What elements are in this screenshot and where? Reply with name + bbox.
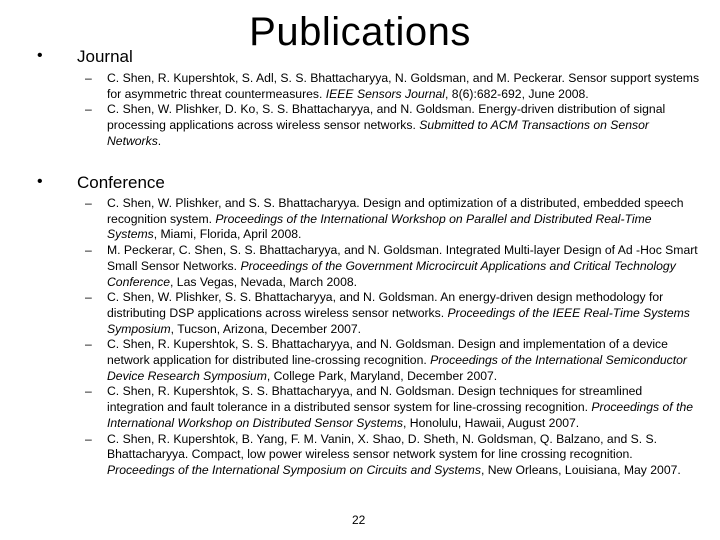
publication-venue: Proceedings of the Government Microcircuit Applications and Critical Technology Conference <box>107 258 676 289</box>
publication-details: , Miami, Florida, April 2008. <box>153 227 302 242</box>
dash-marker-icon: – <box>85 102 92 117</box>
publication-item <box>0 290 720 337</box>
publication-authors-title: C. Shen, W. Plishker, and S. S. Bhattacharyya. Design and optimization of a distributed, embedded speech recognition system. <box>107 196 684 226</box>
publication-authors-title: M. Peckerar, C. Shen, S. S. Bhattacharyya, and N. Goldsman. Integrated Multi-layer Design of Ad -Hoc Smart Small Sensor Networks. <box>107 243 698 273</box>
publication-authors-title: C. Shen, W. Plishker, S. S. Bhattacharyya, and N. Goldsman. An energy-driven design methodology for distributing DSP applications across wireless sensor networks. <box>107 290 664 320</box>
publication-venue: Proceedings of the International Symposium on Circuits and Systems <box>107 462 481 477</box>
publication-venue: Proceedings of the International Workshop on Parallel and Distributed Real-Time Systems <box>107 211 652 242</box>
dash-marker-icon: – <box>85 290 92 305</box>
dash-marker-icon: – <box>85 196 92 210</box>
bullet-icon: • <box>37 173 43 190</box>
publication-details: , Tucson, Arizona, December 2007. <box>170 321 362 336</box>
dash-marker-icon: – <box>85 71 92 85</box>
publication-item <box>0 337 720 384</box>
publication-item <box>0 243 720 290</box>
publication-details: , College Park, Maryland, December 2007. <box>266 368 498 383</box>
bullet-icon: • <box>37 47 43 64</box>
publication-details: , New Orleans, Louisiana, May 2007. <box>480 462 681 477</box>
page-number: 22 <box>352 513 366 527</box>
section-label-journal: Journal <box>77 47 133 66</box>
publication-venue: IEEE Sensors Journal <box>325 86 446 101</box>
publication-item <box>0 196 720 243</box>
publication-authors-title: C. Shen, R. Kupershtok, S. S. Bhattacharyya, and N. Goldsman. Design techniques for streamlined integration and fault tolerance in a distributed sensor system for line-crossing recognition. <box>107 384 643 415</box>
publication-details: , 8(6):682-692, June 2008. <box>445 86 589 101</box>
dash-marker-icon: – <box>85 337 92 352</box>
publication-authors-title: C. Shen, R. Kupershtok, S. S. Bhattacharyya, and N. Goldsman. Design and implementation of a device network application for distributed line-crossing recognition. <box>107 337 668 368</box>
publication-venue: Proceedings of the International Semiconductor Device Research Symposium <box>107 353 687 383</box>
publication-item <box>0 432 720 479</box>
publication-authors-title: C. Shen, W. Plishker, D. Ko, S. S. Bhattacharyya, and N. Goldsman. Energy-driven distribution of signal processing applications across wireless sensor networks. <box>107 102 666 133</box>
journal-publication-list <box>0 71 720 150</box>
publication-item <box>0 384 720 431</box>
page-title: Publications <box>249 10 471 54</box>
conference-publication-list <box>0 196 720 479</box>
publication-venue: Proceedings of the IEEE Real-Time Systems Symposium <box>107 305 690 336</box>
publication-venue: Proceedings of the International Workshop on Distributed Sensor Systems <box>107 400 694 430</box>
publication-item <box>0 102 720 149</box>
publication-authors-title: C. Shen, R. Kupershtok, S. Adl, S. S. Bhattacharyya, N. Goldsman, and M. Peckerar. Sensor support systems for asymmetric threat countermeasures. <box>107 71 700 101</box>
publication-venue: Submitted to ACM Transactions on Sensor Networks <box>107 118 649 148</box>
section-label-conference: Conference <box>77 173 165 192</box>
publication-details: . <box>157 133 162 148</box>
dash-marker-icon: – <box>85 431 92 446</box>
publication-details: , Honolulu, Hawaii, August 2007. <box>403 415 580 430</box>
dash-marker-icon: – <box>85 243 92 258</box>
publication-details: , Las Vegas, Nevada, March 2008. <box>170 274 358 289</box>
publication-item <box>0 71 720 102</box>
dash-marker-icon: – <box>85 384 92 399</box>
publication-authors-title: C. Shen, R. Kupershtok, B. Yang, F. M. Vanin, X. Shao, D. Sheth, N. Goldsman, Q. Balzano, and S. S. Bhattacharyya. Compact, low power wireless sensor network system for line crossing recognition. <box>107 431 658 462</box>
